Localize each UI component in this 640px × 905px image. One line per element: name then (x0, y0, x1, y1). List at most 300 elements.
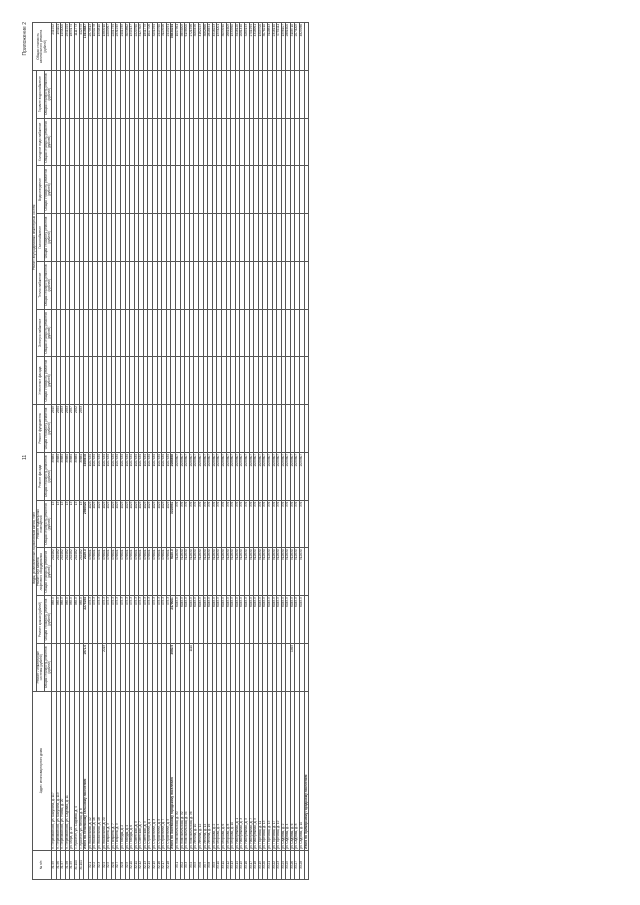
row-value: 2059807 (286, 452, 291, 500)
row-value: 1007434 (157, 452, 162, 500)
row-address: п. Первомайский, ул. Бакунина, д. 119 (56, 691, 61, 850)
row-address: ул. Комсомольская, д. 32 (180, 691, 185, 850)
row-address: ул. Строителей, д. 9 (166, 691, 171, 850)
row-value: 2059807 (290, 452, 295, 500)
row-value: 6049.9 (231, 596, 236, 644)
row-value: 6049.9 (263, 596, 268, 644)
row-value: 2059807 (221, 452, 226, 500)
row-address: ул. Победы, д. 6 (130, 691, 135, 850)
row-value: 242482 (56, 548, 61, 596)
row-number: 31.101 (79, 850, 84, 879)
row-value: 476601 (134, 548, 139, 596)
row-address: ул. Морская, д. 8 (226, 691, 231, 850)
row-value: 2553 (61, 405, 66, 453)
row-value: 6049.9 (254, 596, 259, 644)
total-value (304, 596, 309, 644)
row-value: 476601 (166, 548, 171, 596)
header-sub-3: Общая стоимость ремонтов (рублей) (44, 500, 51, 548)
row-value: 1996107 (281, 23, 286, 71)
row-value: 2818451 (208, 23, 213, 71)
row-number: 32.8 (120, 850, 125, 879)
row-value: 2415291 (166, 23, 171, 71)
row-value: 6049.9 (258, 596, 263, 644)
row-address: ул. Строителей, д. 7 (162, 691, 167, 850)
header-sub-2: Общая стоимость ремонтов (рублей) (44, 548, 51, 596)
row-number: 32.16 (157, 850, 162, 879)
table-header (33, 23, 52, 880)
row-number: 32.3 (97, 850, 102, 879)
header-col-11: Холодное водоснабжение (37, 118, 44, 166)
row-value: 376 (267, 500, 272, 548)
total-value: 13419487 (84, 23, 89, 71)
row-value: 376 (217, 500, 222, 548)
row-value: 5118843 (267, 23, 272, 71)
row-value: 3108710 (290, 23, 295, 71)
row-value: 1025 (148, 500, 153, 548)
row-value: 1945137 (130, 23, 135, 71)
total-value: 2029.0 (84, 548, 89, 596)
row-value: 912630 (212, 548, 217, 596)
row-address: с. Красное, ул. Лесная, д. 8 (79, 691, 84, 850)
row-number: 31.97 (61, 850, 66, 879)
header-col-7: Электроснабжение (37, 309, 44, 357)
row-value: 6049.9 (212, 596, 217, 644)
row-value: 475.3 (157, 596, 162, 644)
row-value: 1990810 (97, 23, 102, 71)
repair-cost-table (32, 22, 309, 880)
row-value: 376 (176, 500, 181, 548)
row-value: 2059807 (235, 452, 240, 500)
row-address: ул. Садовая, д. 10 (300, 691, 305, 850)
row-number: 33.14 (235, 850, 240, 879)
row-value: 912630 (185, 548, 190, 596)
row-address: ул. Портовая, д. 17 (272, 691, 277, 850)
row-value: 476601 (107, 548, 112, 596)
row-number: 32.15 (153, 850, 158, 879)
row-number: 32.18 (166, 850, 171, 879)
row-address: ул. Садовая, д. 6 (290, 691, 295, 850)
row-number: 32.9 (125, 850, 130, 879)
row-value: 912630 (286, 548, 291, 596)
row-address: ул. Морская, д. 4 (217, 691, 222, 850)
row-value: 1007434 (134, 452, 139, 500)
row-value: 15 (52, 500, 57, 548)
section-total-row (304, 23, 309, 880)
row-value: 912630 (290, 548, 295, 596)
row-number: 33.22 (272, 850, 277, 879)
header-col-12: Горячее водоснабжение (37, 70, 44, 118)
row-value: 3127305 (139, 23, 144, 71)
row-value: 2316140 (272, 23, 277, 71)
row-number: 33.27 (295, 850, 300, 879)
row-number: 33.11 (221, 850, 226, 879)
row-number: 33.16 (244, 850, 249, 879)
total-value: 5020.0 (171, 548, 176, 596)
row-value: 476601 (143, 548, 148, 596)
row-value: 2553 (65, 405, 70, 453)
row-number: 33.7 (203, 850, 208, 879)
row-value: 1025 (107, 500, 112, 548)
row-value: 3251994 (153, 23, 158, 71)
total-value (304, 118, 309, 166)
row-address: ул. Ленина, д. 10 (194, 691, 199, 850)
row-number: 33.2 (180, 850, 185, 879)
row-value: 1841779 (143, 23, 148, 71)
row-number: 33.8 (208, 850, 213, 879)
row-value: 2059807 (189, 452, 194, 500)
row-value: 476601 (120, 548, 125, 596)
table-body (52, 23, 309, 880)
row-value: 2661609 (226, 23, 231, 71)
header-sub-5: Общая стоимость ремонтов (рублей) (44, 405, 51, 453)
row-address: ул. Набережная, д. 5 (244, 691, 249, 850)
row-value: 6049.9 (267, 596, 272, 644)
row-value: 912630 (277, 548, 282, 596)
row-address: п. Первомайский, ул. Новая, д. 20 (61, 691, 66, 850)
header-num: № п/п (33, 850, 52, 879)
row-value: 912630 (244, 548, 249, 596)
row-value: 39684 (56, 452, 61, 500)
row-number: 32.1 (88, 850, 93, 879)
row-value: 476601 (93, 548, 98, 596)
row-value: 912630 (208, 548, 213, 596)
row-value: 4734111 (277, 23, 282, 71)
row-value: 376 (189, 500, 194, 548)
row-value: 6049.9 (185, 596, 190, 644)
row-number: 31.100 (74, 850, 79, 879)
row-value: 2701994 (249, 23, 254, 71)
row-value: 985.5 (79, 596, 84, 644)
row-number: 33.18 (254, 850, 259, 879)
header-sub-10: Общая стоимость ремонтов (рублей) (44, 166, 51, 214)
row-value: 476601 (148, 548, 153, 596)
page-number: 11 (22, 454, 28, 460)
row-value: 1025 (162, 500, 167, 548)
row-value: 376 (263, 500, 268, 548)
row-value: 912630 (217, 548, 222, 596)
total-value (304, 500, 309, 548)
row-value: 2531945 (116, 23, 121, 71)
row-value: 1007434 (166, 452, 171, 500)
row-address: ул. Строителей, д. 3 (153, 691, 158, 850)
row-value: 912630 (180, 548, 185, 596)
row-value: 912630 (300, 548, 305, 596)
row-value: 1007434 (88, 452, 93, 500)
header-col-6: Утепление фасада (37, 357, 44, 405)
row-value: 6049.9 (295, 596, 300, 644)
row-value: 2019 (102, 643, 107, 691)
row-value: 242482 (79, 548, 84, 596)
row-value: 6049.9 (199, 596, 204, 644)
row-value: 2059807 (254, 452, 259, 500)
total-value: 35834164 (171, 23, 176, 71)
row-value: 1007434 (116, 452, 121, 500)
row-number: 32.5 (107, 850, 112, 879)
row-value: 2881600 (286, 23, 291, 71)
row-value: 15 (70, 500, 75, 548)
appendix-label: Приложение 2 (22, 22, 28, 56)
row-value: 3076210 (263, 23, 268, 71)
row-value: 985.5 (65, 596, 70, 644)
row-value: 376 (295, 500, 300, 548)
row-value: 912630 (249, 548, 254, 596)
row-value: 3053940 (221, 23, 226, 71)
row-value: 6049.9 (194, 596, 199, 644)
row-number: 31.99 (70, 850, 75, 879)
row-value: 2059807 (263, 452, 268, 500)
header-col-3: Ремонт подвальных помещений (37, 500, 44, 548)
row-number: 33.21 (267, 850, 272, 879)
row-value: 39684 (52, 452, 57, 500)
row-value: 2059807 (180, 452, 185, 500)
row-value: 2059807 (203, 452, 208, 500)
row-address: ул. Набережная, д. 3 (240, 691, 245, 850)
row-value: 4162223 (199, 23, 204, 71)
row-value: 2553 (79, 405, 84, 453)
row-value: 1007434 (130, 452, 135, 500)
row-value: 376 (254, 500, 259, 548)
row-number: 33.4 (189, 850, 194, 879)
row-number: 31.95 (52, 850, 57, 879)
row-value: 194101 (56, 23, 61, 71)
row-address: ул. Советская, д. 7 (139, 691, 144, 850)
total-value: 3369678 (84, 452, 89, 500)
row-address: с. Красное, ул. Садовая, д. 4 (74, 691, 79, 850)
row-value: 376 (300, 500, 305, 548)
row-value: 475.3 (166, 596, 171, 644)
total-value (304, 70, 309, 118)
row-value: 1025 (166, 500, 171, 548)
row-number: 33.20 (263, 850, 268, 879)
row-value: 475.3 (97, 596, 102, 644)
row-value: 1909700 (258, 23, 263, 71)
row-value: 376 (199, 500, 204, 548)
row-value: 1025 (134, 500, 139, 548)
row-value: 15 (61, 500, 66, 548)
row-value: 39684 (65, 452, 70, 500)
row-value: 15 (79, 500, 84, 548)
row-value: 1007434 (153, 452, 158, 500)
row-address: ул. Морская, д. 2 (212, 691, 217, 850)
row-value: 476601 (88, 548, 93, 596)
row-value: 2059807 (176, 452, 181, 500)
row-number: 33.3 (185, 850, 190, 879)
row-value: 912630 (203, 548, 208, 596)
row-value: 6049.9 (235, 596, 240, 644)
row-value: 2059807 (185, 452, 190, 500)
row-value: 1025 (111, 500, 116, 548)
header-sub-11: Общая стоимость ремонтов (рублей) (44, 118, 51, 166)
row-number: 32.2 (93, 850, 98, 879)
row-value: 3062866 (203, 23, 208, 71)
row-value: 6049.9 (221, 596, 226, 644)
row-address: п. Первомайский, ул. Бакунина, д. 117 (52, 691, 57, 850)
row-value: 1025 (116, 500, 121, 548)
row-address: ул. Ленина, д. 16 (208, 691, 213, 850)
row-value: 1007434 (162, 452, 167, 500)
row-value: 376 (226, 500, 231, 548)
row-number: 33.23 (277, 850, 282, 879)
row-value: 1450000 (61, 23, 66, 71)
row-address: ул. Садовая, д. 4 (286, 691, 291, 850)
row-number: 32.4 (102, 850, 107, 879)
row-value: 1025 (88, 500, 93, 548)
row-value: 985.5 (52, 596, 57, 644)
row-value: 15 (65, 500, 70, 548)
row-value: 912630 (281, 548, 286, 596)
row-value: 1111773 (74, 23, 79, 71)
row-value: 376 (281, 500, 286, 548)
row-value: 6049.9 (217, 596, 222, 644)
row-value: 376 (208, 500, 213, 548)
row-value: 1007434 (93, 452, 98, 500)
row-value: 2059807 (212, 452, 217, 500)
row-value: 1994001 (217, 23, 222, 71)
row-value: 475.3 (143, 596, 148, 644)
row-value: 1025 (153, 500, 158, 548)
row-value: 475.3 (88, 596, 93, 644)
total-value: 3016951 (171, 500, 176, 548)
row-value: 2554 (56, 405, 61, 453)
header-col-9: Газоснабжение (37, 214, 44, 262)
row-number: 33.19 (258, 850, 263, 879)
row-number: 32.7 (116, 850, 121, 879)
row-number: 33.26 (290, 850, 295, 879)
row-address: ул. Набережная, д. 7 (249, 691, 254, 850)
row-value: 475.3 (130, 596, 135, 644)
row-value: 1025 (157, 500, 162, 548)
row-value: 39684 (70, 452, 75, 500)
row-value: 1025 (130, 500, 135, 548)
header-total: Общая стоимость капитального ремонта (рублей) (33, 23, 52, 71)
row-value: 912630 (240, 548, 245, 596)
header-col-8: Теплоснабжение (37, 261, 44, 309)
row-value: 242482 (74, 548, 79, 596)
row-number: 33.17 (249, 850, 254, 879)
row-value: 6049.9 (208, 596, 213, 644)
row-address: ул. Советская, д. 5 (134, 691, 139, 850)
row-value: 6049.9 (226, 596, 231, 644)
row-value: 2059807 (240, 452, 245, 500)
row-value: 376 (286, 500, 291, 548)
row-address: ул. Гагарина, д. 3 (107, 691, 112, 850)
row-value: 1983910 (102, 23, 107, 71)
row-value: 376 (180, 500, 185, 548)
row-value: 1007434 (143, 452, 148, 500)
row-value: 985.5 (70, 596, 75, 644)
row-address: ул. Набережная, д. 9 (254, 691, 259, 850)
section-total-label: Итого по Ленинскому сельскому поселению (84, 691, 89, 850)
row-value: 912630 (267, 548, 272, 596)
row-number: 32.11 (134, 850, 139, 879)
row-value: 475.3 (125, 596, 130, 644)
row-number: 33.9 (212, 850, 217, 879)
row-address: ул. Советская, д. 9 (143, 691, 148, 850)
row-value: 376 (277, 500, 282, 548)
row-value: 39684 (79, 452, 84, 500)
row-value: 1025 (93, 500, 98, 548)
row-value: 1025 (120, 500, 125, 548)
row-number: 31.96 (56, 850, 61, 879)
row-value: 912630 (199, 548, 204, 596)
row-value: 6049.9 (286, 596, 291, 644)
row-number: 32.17 (162, 850, 167, 879)
row-number: 33.6 (199, 850, 204, 879)
row-value: 2059807 (300, 452, 305, 500)
row-value: 376 (221, 500, 226, 548)
row-address: ул. Гагарина, д. 9 (116, 691, 121, 850)
row-value: 1465 (290, 643, 295, 691)
row-value: 2059807 (244, 452, 249, 500)
row-number: 33.15 (240, 850, 245, 879)
total-value: 3950.5 (171, 643, 176, 691)
row-value: 376 (185, 500, 190, 548)
header-sub-7: Общая стоимость ремонтов (рублей) (44, 309, 51, 357)
row-value: 475.3 (134, 596, 139, 644)
row-value: 475.3 (102, 596, 107, 644)
row-value: 1110 (189, 643, 194, 691)
row-value: 1025 (125, 500, 130, 548)
row-value: 39684 (74, 452, 79, 500)
row-value: 476601 (102, 548, 107, 596)
total-value (304, 23, 309, 71)
header-col-10: Водоотведение (37, 166, 44, 214)
row-value: 3113926 (162, 23, 167, 71)
row-value: 476601 (153, 548, 158, 596)
header-col-1: Ремонт крыши (рублей) (37, 596, 44, 644)
row-value: 15 (74, 500, 79, 548)
row-value: 2059807 (217, 452, 222, 500)
row-value: 1007434 (125, 452, 130, 500)
total-value: 2275194 (84, 596, 89, 644)
row-value: 2059807 (226, 452, 231, 500)
row-number: 32.10 (130, 850, 135, 879)
row-address: ул. Портовая, д. 13 (263, 691, 268, 850)
row-address: ул. Гагарина, д. 7 (111, 691, 116, 850)
row-value: 3265193 (244, 23, 249, 71)
row-address: ул. Комсомольская, д. 36 (189, 691, 194, 850)
row-value: 1617706 (148, 23, 153, 71)
row-value: 6049.9 (272, 596, 277, 644)
row-value: 476601 (139, 548, 144, 596)
header-sub-0: Общая стоимость ремонтов (рублей) (44, 643, 51, 691)
row-value: 475.3 (120, 596, 125, 644)
row-address: ул. Портовая, д. 19 (277, 691, 282, 850)
row-value: 475.3 (148, 596, 153, 644)
total-value (304, 548, 309, 596)
row-value: 476601 (97, 548, 102, 596)
row-value: 3416120 (235, 23, 240, 71)
row-number: 33.12 (226, 850, 231, 879)
row-value: 476601 (116, 548, 121, 596)
row-number: 33.25 (286, 850, 291, 879)
section-total-label: Итого по Приморскому городскому поселению (304, 691, 309, 850)
row-value: 1007434 (139, 452, 144, 500)
row-value: 2059807 (258, 452, 263, 500)
row-number: 31.98 (65, 850, 70, 879)
header-sub-1: Общая стоимость ремонтов (рублей) (44, 596, 51, 644)
header-col-5: Ремонт фундамента (37, 405, 44, 453)
total-value (304, 643, 309, 691)
row-address: ул. Морская, д. 6 (221, 691, 226, 850)
row-address: п. Первомайский, ул. Садовая, д. 11 (65, 691, 70, 850)
row-value: 912630 (295, 548, 300, 596)
row-value: 3065496 (194, 23, 199, 71)
row-value: 376 (240, 500, 245, 548)
row-value: 2209967 (107, 23, 112, 71)
row-value: 2059807 (194, 452, 199, 500)
row-value: 6049.9 (203, 596, 208, 644)
